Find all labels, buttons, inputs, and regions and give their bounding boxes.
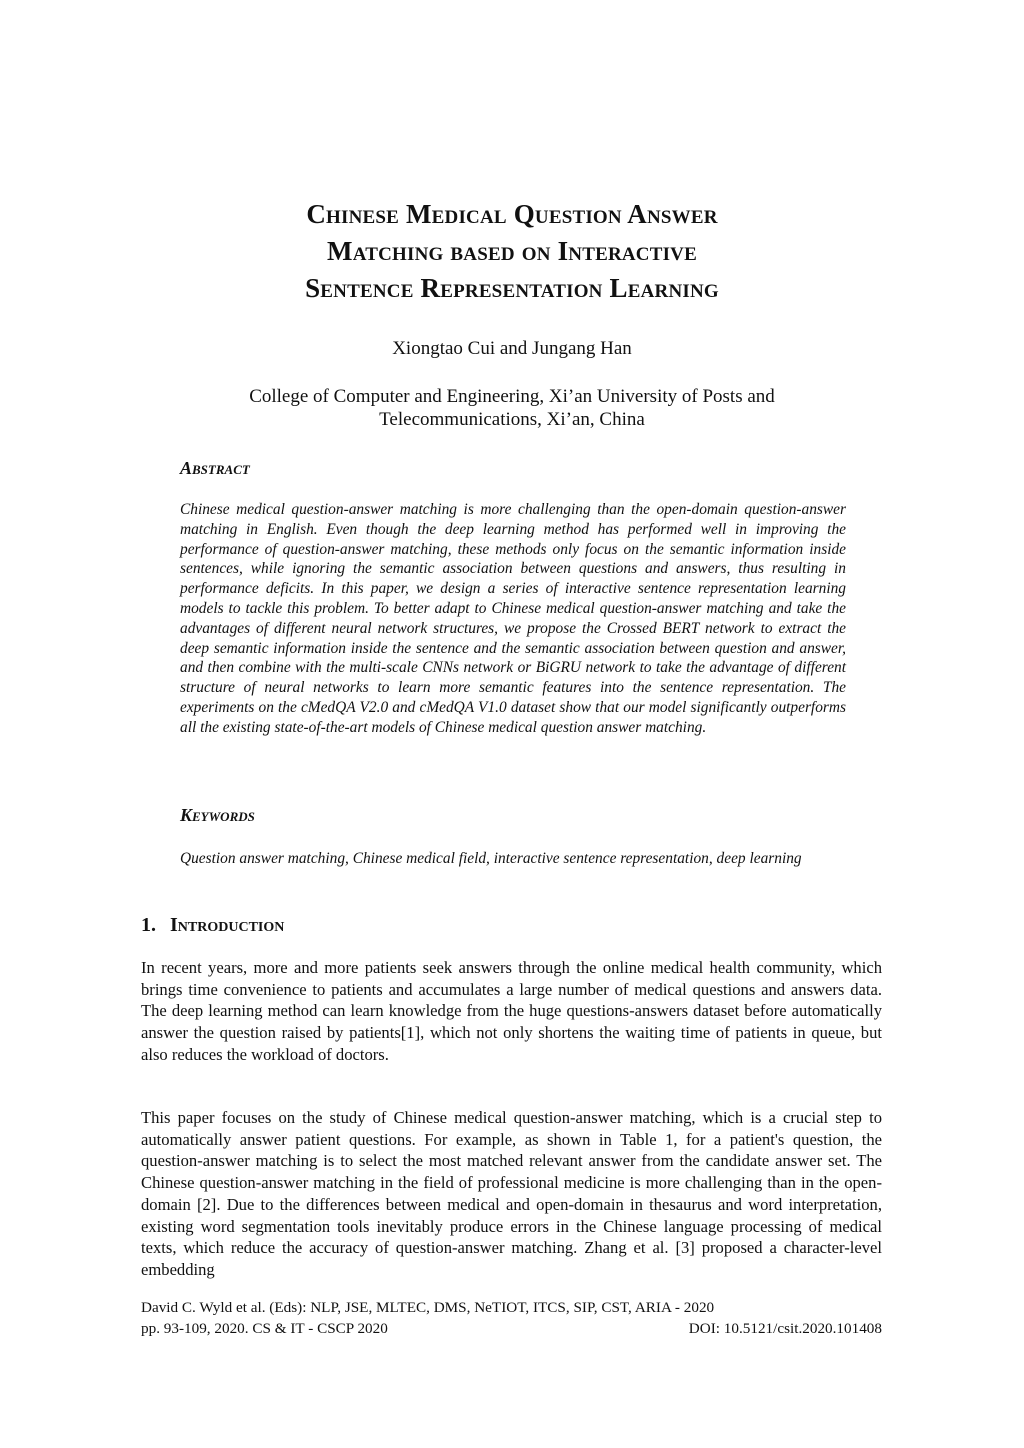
footer-proceedings: David C. Wyld et al. (Eds): NLP, JSE, MLTEC, DMS, NeTIOT, ITCS, SIP, CST, ARIA - 2020 [141, 1299, 715, 1316]
section-title: Introduction [170, 914, 285, 936]
introduction-heading [141, 912, 284, 938]
footer-pages: pp. 93-109, 2020. CS & IT - CSCP 2020 [141, 1320, 388, 1337]
keywords-text: Question answer matching, Chinese medical field, interactive sentence representation, deep learning [180, 850, 802, 867]
keywords-heading: Keywords [180, 805, 255, 825]
affiliation [140, 385, 884, 431]
affiliation-line: Telecommunications, Xi’an, China [379, 409, 645, 430]
paper-title-line: Chinese Medical Question Answer [306, 199, 718, 229]
intro-paragraph-1: In recent years, more and more patients seek answers through the online medical health community, which brings time convenience to patients and accumulates a large number of medical questions and answers data. The deep learning method can learn knowledge from the huge questions-answers dataset before automatically answer the question raised by patients[1], which not only shortens the waiting time of patients in queue, but also reduces the workload of doctors. [141, 958, 882, 1064]
section-number: 1. [141, 914, 156, 936]
paper-title-line: Matching based on Interactive [327, 236, 697, 266]
abstract-text: Chinese medical question-answer matching is more challenging than the open-domain question-answer matching in English. Even though the deep learning method has performed well in improving the performance of question-answer matching, these methods only focus on the semantic information inside sentences, while ignoring the semantic association between questions and answers, thus resulting in performance deficits. In this paper, we design a series of interactive sentence representation learning models to tackle this problem. To better adapt to Chinese medical question-answer matching and take the advantages of different neural network structures, we propose the Crossed BERT network to extract the deep semantic information inside the sentence and the semantic association between question and answer, and then combine with the multi-scale CNNs network or BiGRU network to take the advantage of different structure of neural networks to learn more semantic features into the sentence representation. The experiments on the cMedQA V2.0 and cMedQA V1.0 dataset show that our model significantly outperforms all the existing state-of-the-art models of Chinese medical question answer matching. [180, 501, 846, 736]
footer-line [141, 1318, 882, 1339]
paper-title-line: Sentence Representation Learning [305, 273, 719, 303]
authors: Xiongtao Cui and Jungang Han [392, 338, 632, 359]
intro-paragraph-2: This paper focuses on the study of Chinese medical question-answer matching, which is a crucial step to automatically answer patient questions. For example, as shown in Table 1, for a patient's question, the question-answer matching is to select the most matched relevant answer from the candidate answer set. The Chinese question-answer matching in the field of professional medicine is more challenging than in the open-domain [2]. Due to the differences between medical and open-domain in thesaurus and word interpretation, existing word segmentation tools inevitably produce errors in the Chinese language processing of medical texts, which reduce the accuracy of question-answer matching. Zhang et al. [3] proposed a character-level embedding [141, 1108, 882, 1279]
footer-doi: DOI: 10.5121/csit.2020.101408 [688, 1320, 882, 1337]
abstract-heading: Abstract [180, 458, 250, 478]
paper-title [140, 196, 884, 307]
affiliation-line: College of Computer and Engineering, Xi’an University of Posts and [249, 386, 775, 407]
